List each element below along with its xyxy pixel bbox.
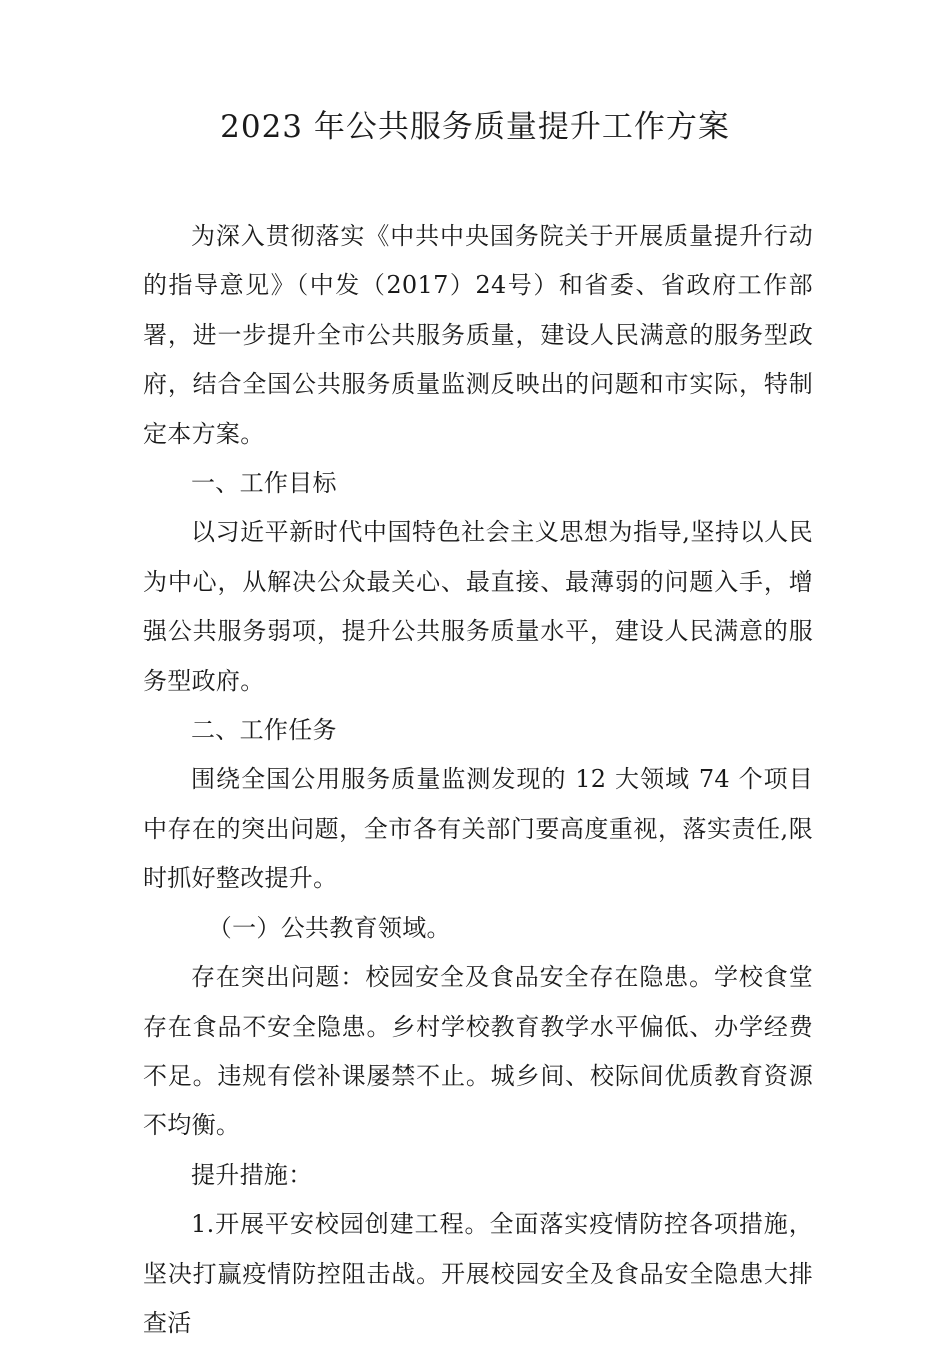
document-body [143,212,813,1348]
tasks-paragraph: 围绕全国公用服务质量监测发现的 12 大领域 74 个项目中存在的突出问题，全市各有关部门要高度重视，落实责任,限时抓好整改提升。 [143,765,813,893]
section-heading-tasks: 二、工作任务 [191,716,337,745]
problems-paragraph: 存在突出问题：校园安全及食品安全存在隐患。学校食堂存在食品不安全隐患。乡村学校教育教学水平偏低、办学经费不足。违规有偿补课屡禁不止。城乡间、校际间优质教育资源不均衡。 [143,963,813,1140]
goals-paragraph: 以习近平新时代中国特色社会主义思想为指导,坚持以人民为中心，从解决公众最关心、最直接、最薄弱的问题入手，增强公共服务弱项，提升公共服务质量水平，建设人民满意的服务型政府。 [143,518,813,695]
subsection-heading-education: （一）公共教育领域。 [207,913,451,942]
section-heading-goals: 一、工作目标 [191,469,337,498]
measures-heading: 提升措施： [191,1160,313,1189]
intro-paragraph: 为深入贯彻落实《中共中央国务院关于开展质量提升行动的指导意见》（中发（2017）24号）和省委、省政府工作部署，进一步提升全市公共服务质量，建设人民满意的服务型政府，结合全国公共服务质量监测反映出的问题和市实际，特制定本方案。 [143,222,813,448]
measure-item-1: 1.开展平安校园创建工程。全面落实疫情防控各项措施，坚决打赢疫情防控阻击战。开展校园安全及食品安全隐患大排查活 [143,1210,813,1337]
document-title: 2023 年公共服务质量提升工作方案 [220,109,730,145]
